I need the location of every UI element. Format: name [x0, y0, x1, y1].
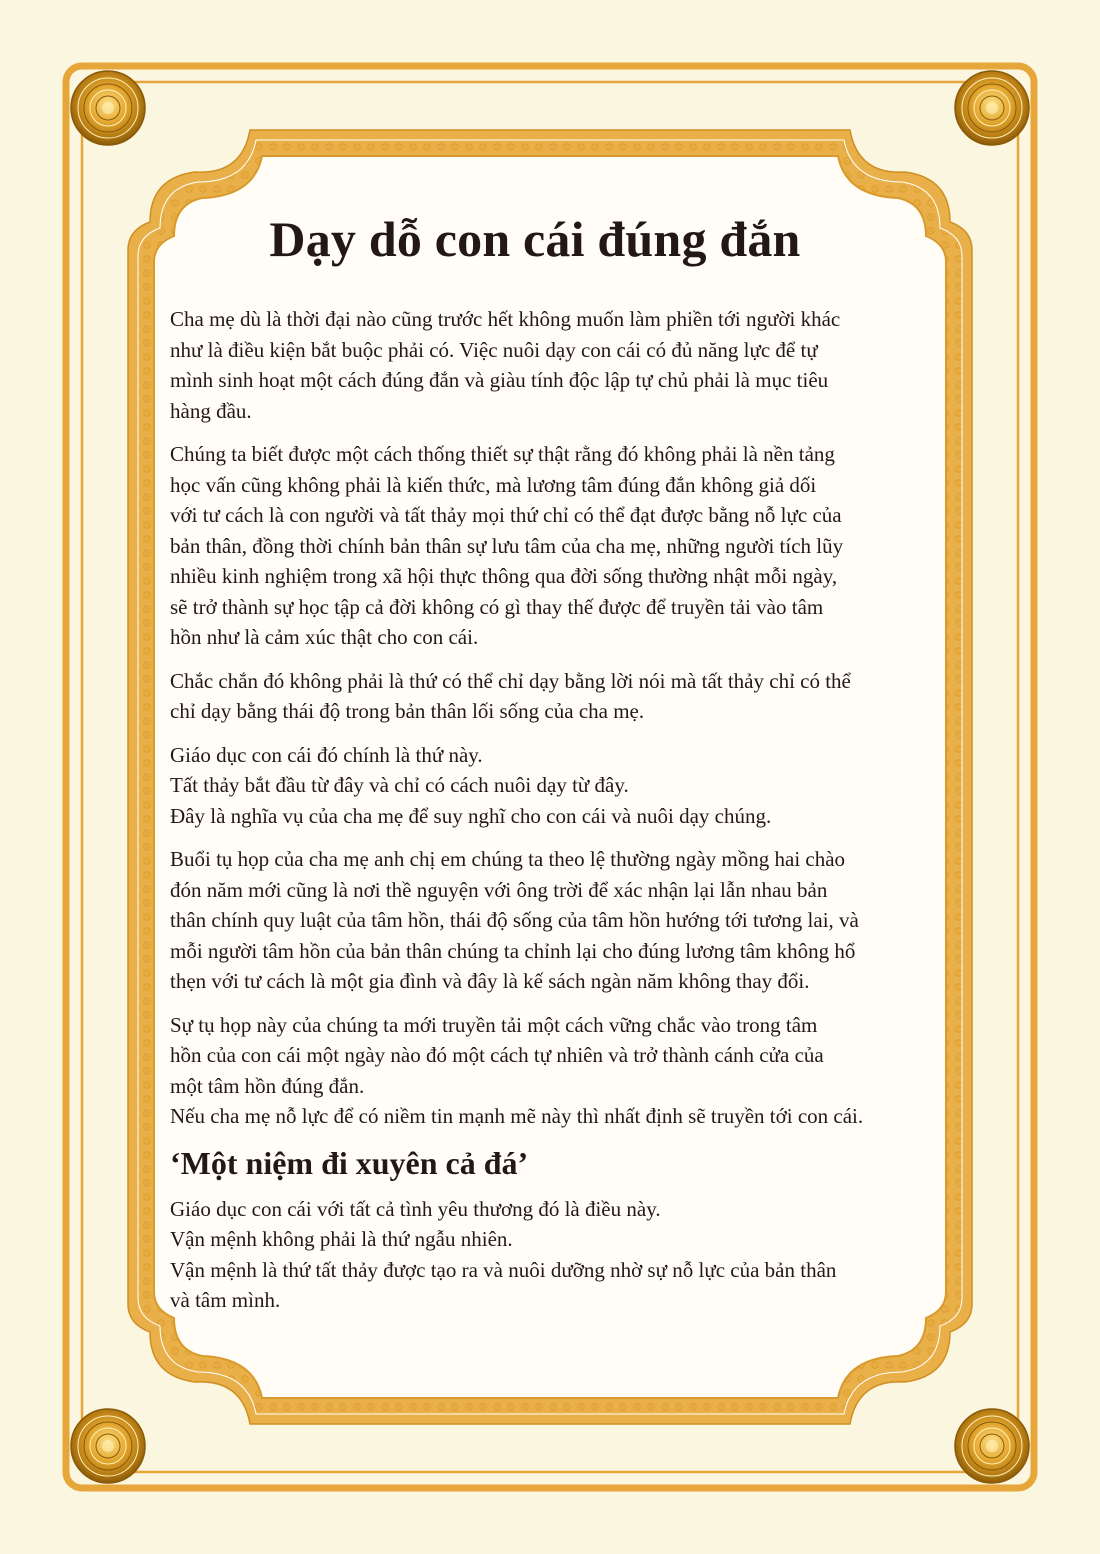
section-subtitle: ‘Một niệm đi xuyên cả đá’ [170, 1144, 529, 1181]
text-line: hồn của con cái một ngày nào đó một cách tự nhiên và trở thành cánh cửa của [170, 1043, 824, 1067]
paragraph-4 [170, 740, 940, 832]
closing-paragraph [170, 1194, 940, 1316]
text-line: bản thân, đồng thời chính bản thân sự lưu tâm của cha mẹ, những người tích lũy [170, 533, 844, 558]
text-line: học vấn cũng không phải là kiến thức, mà lương tâm đúng đắn không giả dối [170, 472, 817, 497]
text-line: nhiều kinh nghiệm trong xã hội thực thông qua đời sống thường nhật mỗi ngày, [170, 564, 838, 588]
document-body [170, 210, 940, 1329]
paragraph-6 [170, 1010, 940, 1132]
text-line: Chúng ta biết được một cách thống thiết sự thật rằng đó không phải là nền tảng [170, 442, 835, 466]
text-line: và tâm mình. [170, 1288, 281, 1312]
text-line: Chắc chắn đó không phải là thứ có thể chỉ dạy bằng lời nói mà tất thảy chỉ có thể [170, 668, 851, 693]
text-line: với tư cách là con người và tất thảy mọi thứ chỉ có thể đạt được bằng nỗ lực của [170, 503, 842, 527]
text-line: Đây là nghĩa vụ của cha mẹ để suy nghĩ cho con cái và nuôi dạy chúng. [170, 803, 772, 828]
text-line: như là điều kiện bắt buộc phải có. Việc nuôi dạy con cái có đủ năng lực để tự [170, 337, 818, 362]
text-line: thẹn với tư cách là một gia đình và đây là kế sách ngàn năm không thay đổi. [170, 969, 810, 993]
text-line: hồn như là cảm xúc thật cho con cái. [170, 625, 479, 649]
text-line: một tâm hồn đúng đắn. [170, 1073, 365, 1098]
text-line: Vận mệnh là thứ tất thảy được tạo ra và nuôi dưỡng nhờ sự nỗ lực của bản thân [170, 1257, 837, 1282]
medallion-bottom-right [955, 1409, 1029, 1483]
text-line: mình sinh hoạt một cách đúng đắn và giàu tính độc lập tự chủ phải là mục tiêu [170, 368, 829, 392]
paragraph-5 [170, 844, 940, 997]
text-line: Vận mệnh không phải là thứ ngẫu nhiên. [170, 1227, 513, 1251]
text-line: mỗi người tâm hồn của bản thân chúng ta chỉnh lại cho đúng lương tâm không hổ [170, 938, 856, 963]
paragraph-1 [170, 304, 940, 426]
text-line: Buổi tụ họp của cha mẹ anh chị em chúng ta theo lệ thường ngày mồng hai chào [170, 847, 846, 871]
text-line: Giáo dục con cái với tất cả tình yêu thương đó là điều này. [170, 1196, 661, 1221]
medallion-bottom-left [71, 1409, 145, 1483]
medallion-top-right [955, 71, 1029, 145]
text-line: hàng đầu. [170, 398, 252, 423]
text-line: Nếu cha mẹ nỗ lực để có niềm tin mạnh mẽ này thì nhất định sẽ truyền tới con cái. [170, 1104, 864, 1128]
text-line: đón năm mới cũng là nơi thề nguyện với ông trời để xác nhận lại lẫn nhau bản [170, 877, 828, 902]
text-line: Sự tụ họp này của chúng ta mới truyền tải một cách vững chắc vào trong tâm [170, 1012, 818, 1037]
text-line: sẽ trở thành sự học tập cả đời không có gì thay thế được để truyền tải vào tâm [170, 594, 824, 619]
medallion-top-left [71, 71, 145, 145]
text-line: Giáo dục con cái đó chính là thứ này. [170, 742, 483, 767]
text-line: Cha mẹ dù là thời đại nào cũng trước hết không muốn làm phiền tới người khác [170, 307, 841, 331]
page-title: Dạy dỗ con cái đúng đắn [269, 211, 801, 267]
paragraph-2 [170, 439, 940, 653]
paragraph-3 [170, 666, 940, 727]
text-line: chỉ dạy bằng thái độ trong bản thân lối sống của cha mẹ. [170, 699, 645, 723]
text-line: thân chính quy luật của tâm hồn, thái độ sống của tâm hồn hướng tới tương lai, và [170, 908, 859, 932]
text-line: Tất thảy bắt đầu từ đây và chỉ có cách nuôi dạy từ đây. [170, 773, 629, 797]
